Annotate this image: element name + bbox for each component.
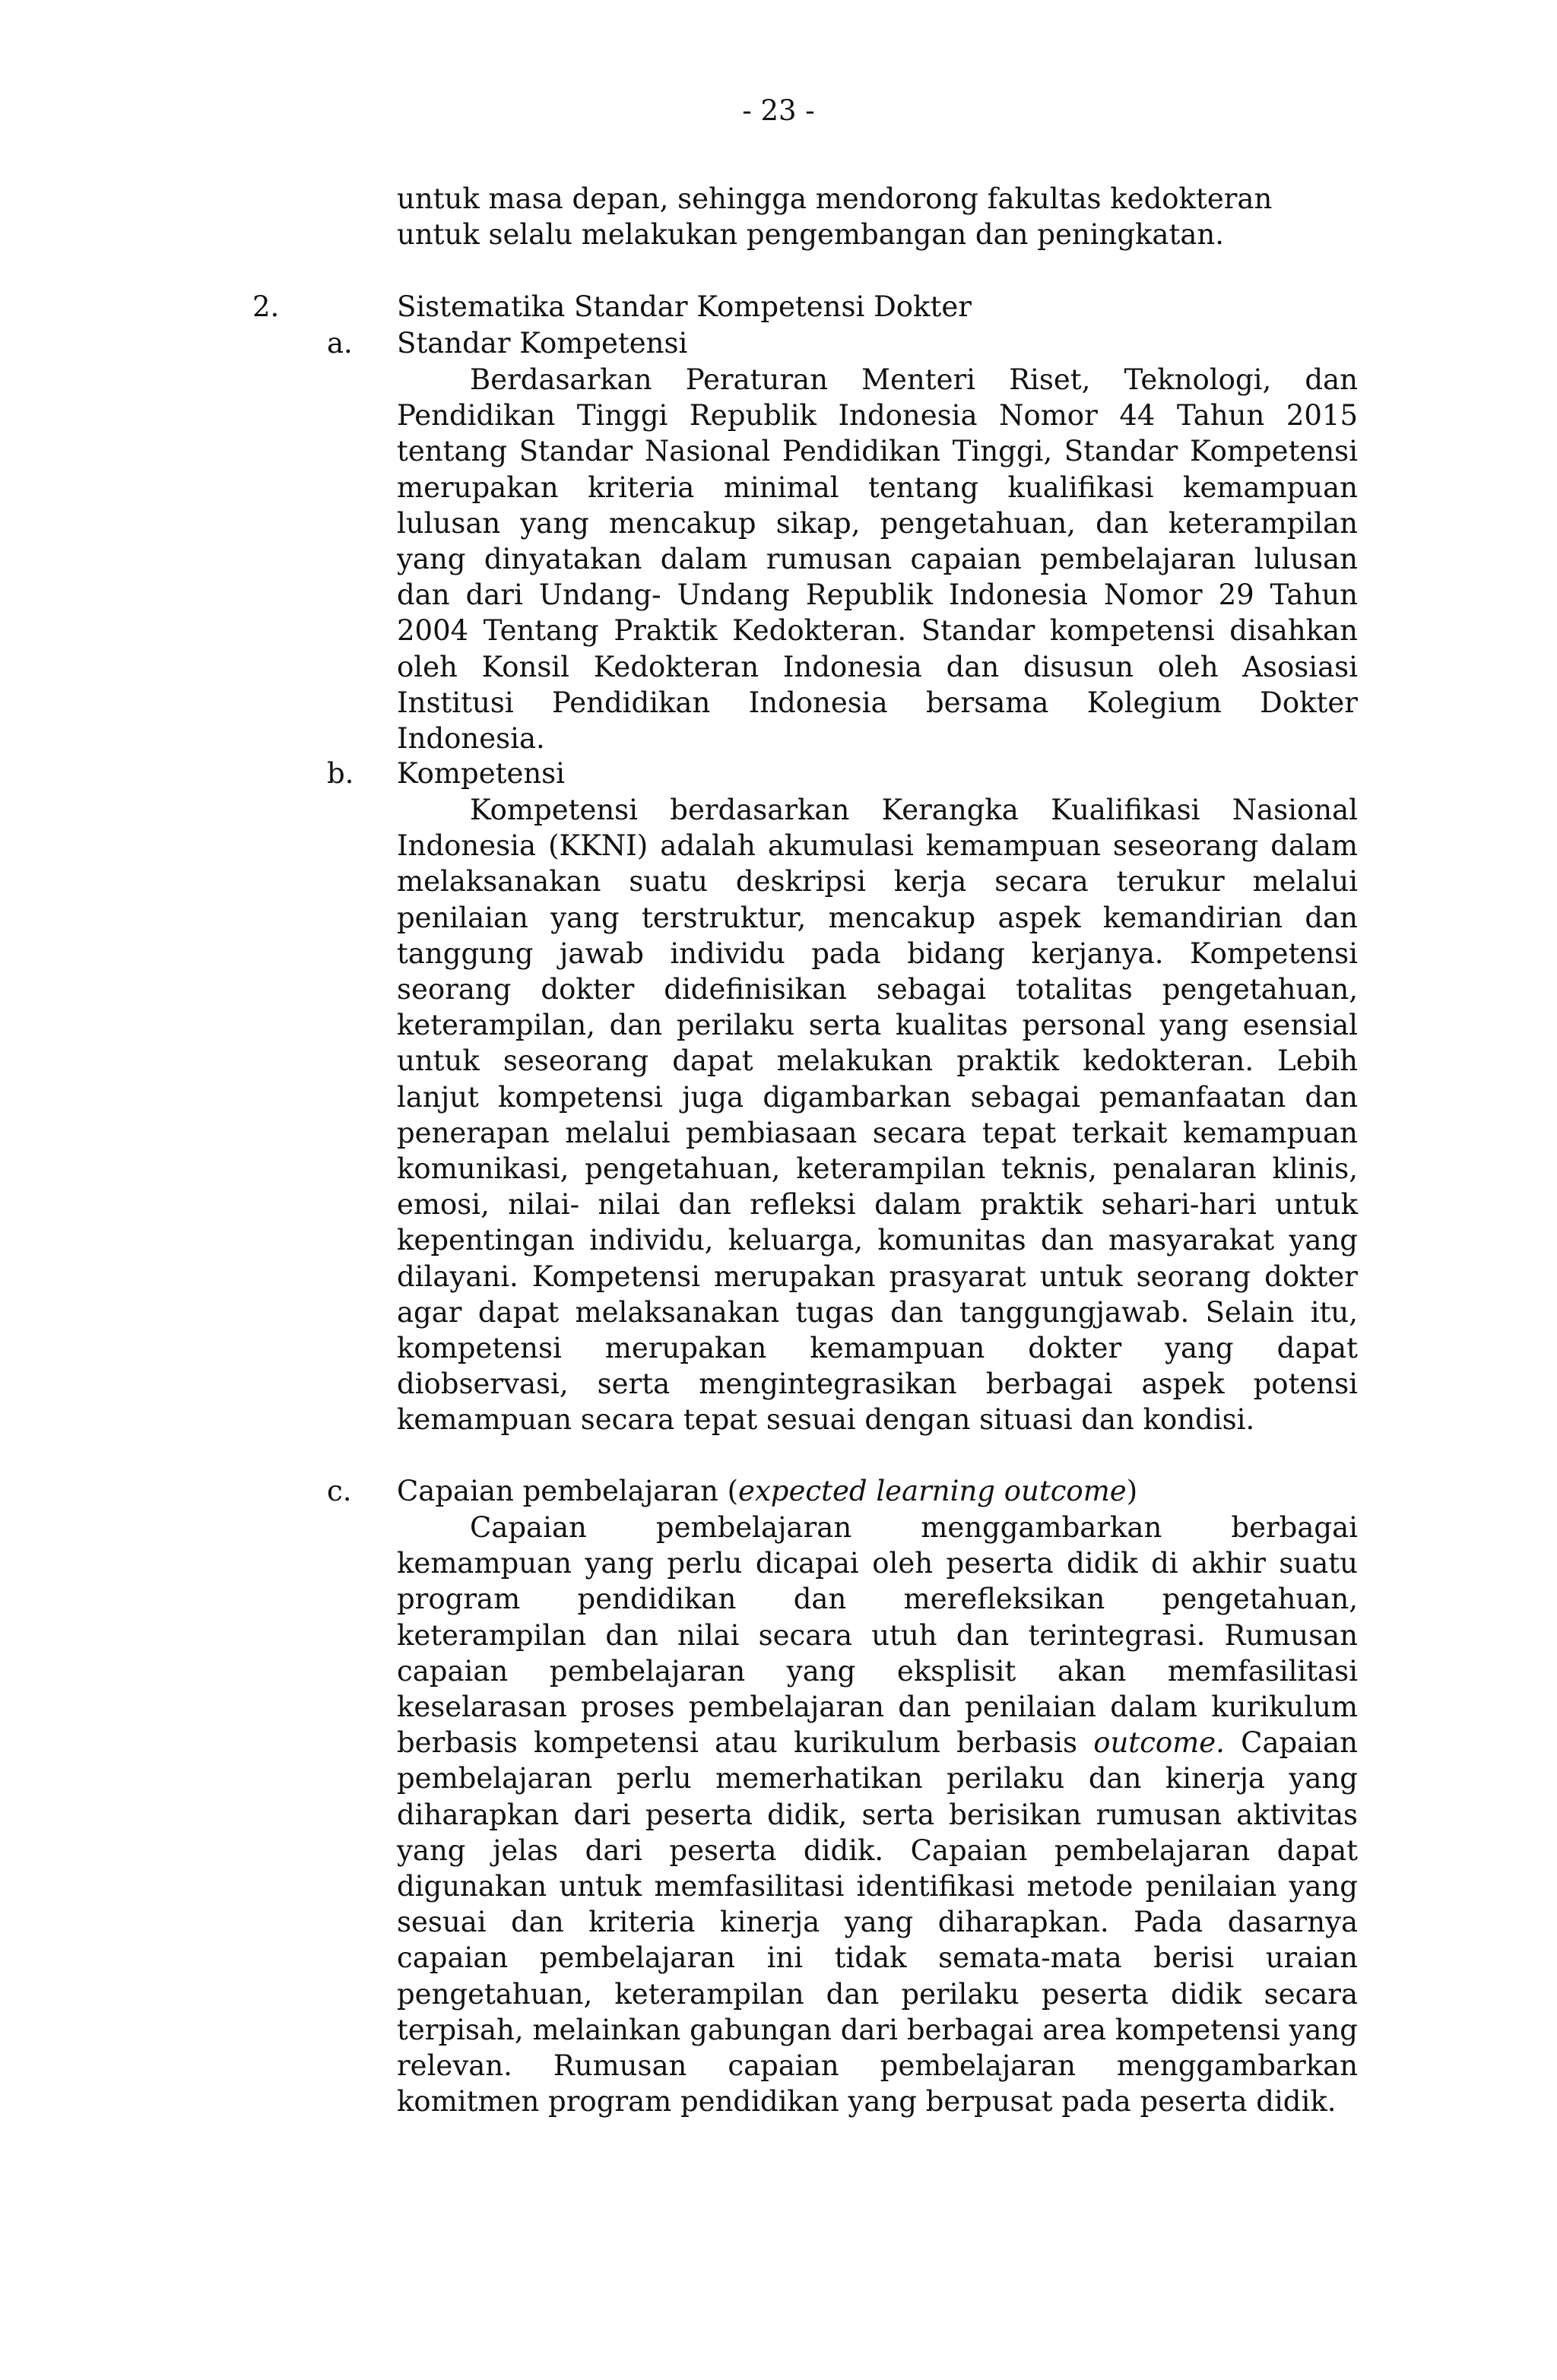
subsection-c-letter: c. (327, 1475, 352, 1507)
subsection-b-body: Kompetensi berdasarkan Kerangka Kualifikasi Nasional Indonesia (KKNI) adalah akumulasi kemampuan seseorang dalam melaksanakan suatu deskripsi kerja secara terukur melalui penilaian yang terstruktur, mencakup aspek kemandirian dan tanggung jawab individu pada bidang kerjanya. Kompetensi seorang dokter didefinisikan sebagai totalitas pengetahuan, keterampilan, dan perilaku serta kualitas personal yang esensial untuk seseorang dapat melakukan praktik kedokteran. Lebih lanjut kompetensi juga digambarkan sebagai pemanfaatan dan penerapan melalui pembiasaan secara tepat terkait kemampuan komunikasi, pengetahuan, keterampilan teknis, penalaran klinis, emosi, nilai- nilai dan refleksi dalam praktik sehari-hari untuk kepentingan individu, keluarga, komunitas dan masyarakat yang dilayani. Kompetensi merupakan prasyarat untuk seorang dokter agar dapat melaksanakan tugas dan tanggungjawab. Selain itu, kompetensi merupakan kemampuan dokter yang dapat diobservasi, serta mengintegrasikan berbagai aspek potensi kemampuan secara tepat sesuai dengan situasi dan kondisi. (397, 794, 1358, 1437)
subsection-c-title-italic: expected learning outcome (738, 1475, 1127, 1507)
subsection-b-title: Kompetensi (397, 757, 566, 790)
section-title: Sistematika Standar Kompetensi Dokter (397, 290, 972, 323)
subsection-c-body-italic: outcome. (1093, 1726, 1225, 1760)
subsection-c-body-part2: Capaian pembelajaran perlu memerhatikan perilaku dan kinerja yang diharapkan dari peserta didik, serta berisikan rumusan aktivitas yang jelas dari peserta didik. Capaian pembelajaran dapat digunakan untuk memfasilitasi identifikasi metode penilaian yang sesuai dan kriteria kinerja yang diharapkan. Pada dasarnya capaian pembelajaran ini tidak semata-mata berisi uraian pengetahuan, keterampilan dan perilaku peserta didik secara terpisah, melainkan gabungan dari berbagai area kompetensi yang relevan. Rumusan capaian pembelajaran menggambarkan komitmen program pendidikan yang berpusat pada peserta didik. (397, 1726, 1358, 2119)
section-number: 2. (252, 290, 280, 323)
subsection-a-body: Berdasarkan Peraturan Menteri Riset, Teknologi, dan Pendidikan Tinggi Republik Indonesia Nomor 44 Tahun 2015 tentang Standar Nasional Pendidikan Tinggi, Standar Kompetensi merupakan kriteria minimal tentang kualifikasi kemampuan lulusan yang mencakup sikap, pengetahuan, dan keterampilan yang dinyatakan dalam rumusan capaian pembelajaran lulusan dan dari Undang- Undang Republik Indonesia Nomor 29 Tahun 2004 Tentang Praktik Kedokteran. Standar kompetensi disahkan oleh Konsil Kedokteran Indonesia dan disusun oleh Asosiasi Institusi Pendidikan Indonesia bersama Kolegium Dokter Indonesia. (397, 363, 1358, 756)
subsection-b-letter: b. (327, 757, 354, 790)
subsection-c-title (397, 1473, 1137, 1509)
subsection-a-title: Standar Kompetensi (397, 327, 688, 360)
subsection-c-title-close: ) (1126, 1475, 1138, 1507)
subsection-a-letter: a. (327, 327, 353, 360)
subsection-c-body-part1: Capaian pembelajaran menggambarkan berbagai kemampuan yang perlu dicapai oleh peserta didik di akhir suatu program pendidikan dan merefleksikan pengetahuan, keterampilan dan nilai secara utuh dan terintegrasi. Rumusan capaian pembelajaran yang eksplisit akan memfasilitasi keselarasan proses pembelajaran dan penilaian dalam kurikulum berbasis kompetensi atau kurikulum berbasis (397, 1511, 1358, 1760)
page-number: - 23 - (742, 94, 815, 127)
subsection-c-body (397, 1510, 1358, 2119)
subsection-c-title-text: Capaian pembelajaran ( (397, 1475, 739, 1507)
continuation-paragraph: untuk masa depan, sehingga mendorong fakultas kedokteran untuk selalu melakukan pengembangan dan peningkatan. (397, 182, 1273, 252)
